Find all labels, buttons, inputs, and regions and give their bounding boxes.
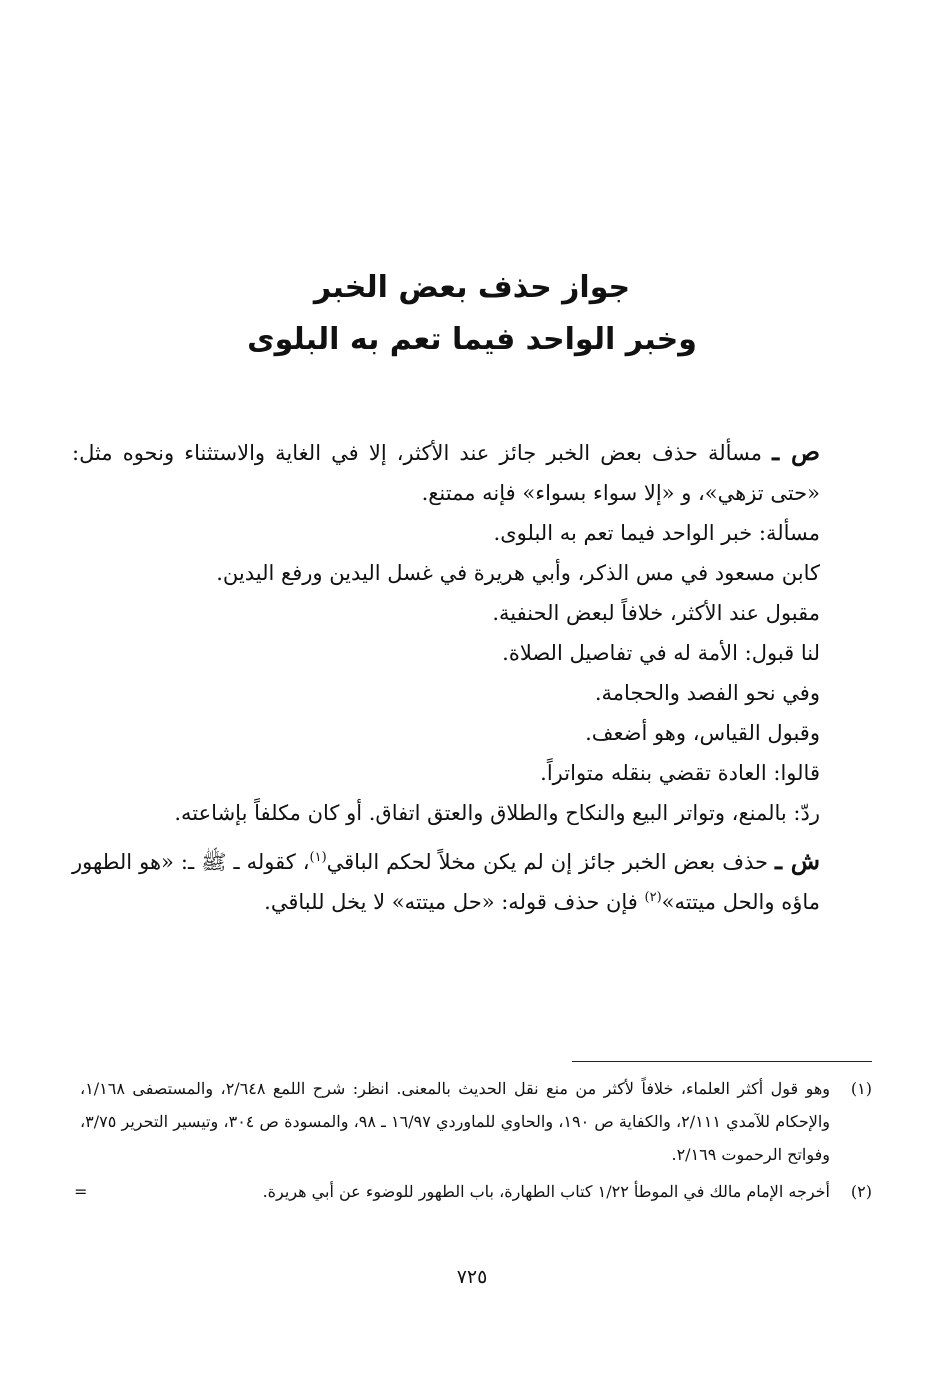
text-line-3: مقبول عند الأكثر، خلافاً لبعض الحنفية. [492,601,820,625]
footnote-text-1: وهو قول أكثر العلماء، خلافاً لأكثر من منع نقل الحديث بالمعنى. انظر: شرح اللمع ٢/٦٤٨، والمستصفى ١/١٦٨، والإحكام للآمدي ٢/١١١، والكفاية ص ١٩٠، والحاوي للماوردي ١٦/٩٧ ـ ٩٨، والمسودة ص ٣٠٤، وتيسير التحرير ٣/٧٥، وفواتح الرحموت ٢/١٦٩. [80,1079,831,1164]
footnote-text-2: أخرجه الإمام مالك في الموطأ ١/٢٢ كتاب الطهارة، باب الطهور للوضوء عن أبي هريرة. [262,1182,830,1201]
footnote-1 [80,1072,872,1171]
footnote-divider [572,1061,872,1062]
heading-line-1: جواز حذف بعض الخبر [313,270,631,305]
footnote-ref-1: (١) [309,850,327,865]
footnote-2 [74,1175,872,1208]
footnote-ref-2: (٢) [644,890,662,905]
heading-line-2: وخبر الواحد فيما تعم به البلوى [247,322,697,357]
text-line-2: كابن مسعود في مس الذكر، وأبي هريرة في غسل اليدين ورفع اليدين. [216,561,820,585]
sharh-text-3: فإن حذف قوله: «حل ميتته» لا يخل للباقي. [264,890,645,914]
text-line-8: ردّ: بالمنع، وتواتر البيع والنكاح والطلاق والعتق اتفاق. أو كان مكلفاً بإشاعته. [174,801,820,825]
text-line-7: قالوا: العادة تقضي بنقله متواتراً. [540,761,820,785]
sharh-marker: ش ـ [775,846,820,875]
footnote-number-1: (١) [850,1079,872,1098]
chapter-heading [0,262,944,366]
text-line-4: لنا قبول: الأمة له في تفاصيل الصلاة. [502,641,820,665]
page-number: ٧٢٥ [456,1266,488,1288]
footnotes [74,1072,872,1208]
paragraph-matn [72,432,872,513]
sharh-text-1: حذف بعض الخبر جائز إن لم يكن مخلاً لحكم الباقي [326,850,768,874]
text-line-6: وقبول القياس، وهو أضعف. [585,721,820,745]
sharh-text-2: ، كقوله ـ ﷺ ـ: «هو الطهور ماؤه والحل ميتته» [72,850,820,914]
matn-marker: ص ـ [772,437,820,466]
footnote-number-2: (٢) [850,1182,872,1201]
main-text [72,432,872,922]
matn-text: مسألة حذف بعض الخبر جائز عند الأكثر، إلا في الغاية والاستثناء ونحوه مثل: «حتى تزهي»، و «إلا سواء بسواء» فإنه ممتنع. [72,441,820,505]
text-line-5: وفي نحو الفصد والحجامة. [594,681,820,705]
continuation-mark: = [74,1182,88,1201]
text-line-1: مسألة: خبر الواحد فيما تعم به البلوى. [493,521,820,545]
paragraph-sharh [72,841,872,922]
